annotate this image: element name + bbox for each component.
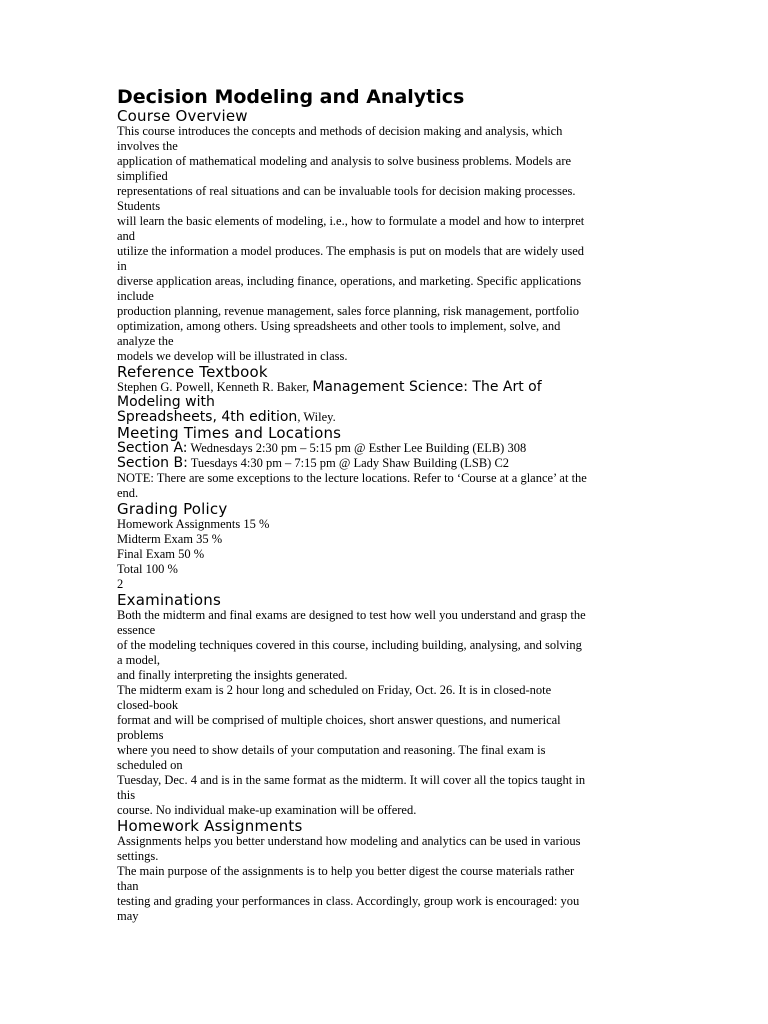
heading-grading-policy: Grading Policy: [117, 500, 228, 518]
text-line: application of mathematical modeling and analysis to solve business problems. Models are: [117, 154, 572, 168]
text-line: than: [117, 879, 139, 893]
section-b-label: Section B:: [117, 455, 188, 471]
text-line: this: [117, 788, 136, 802]
text-line: The midterm exam is 2 hour long and scheduled on Friday, Oct. 26. It is in closed-note: [117, 683, 552, 697]
text-line: problems: [117, 728, 164, 742]
citation-line: [117, 380, 653, 395]
citation-line: [117, 410, 653, 425]
note-line: end.: [117, 486, 139, 500]
heading-homework-assignments: Homework Assignments: [117, 817, 303, 835]
grading-item: Homework Assignments 15 %: [117, 517, 270, 531]
text-line: format and will be comprised of multiple choices, short answer questions, and numerical: [117, 713, 561, 727]
heading-examinations: Examinations: [117, 591, 221, 609]
text-line: testing and grading your performances in class. Accordingly, group work is encouraged: you: [117, 894, 580, 908]
text-line: may: [117, 909, 139, 923]
text-line: course. No individual make-up examination will be offered.: [117, 803, 417, 817]
section-b-schedule: Tuesdays 4:30 pm – 7:15 pm @ Lady Shaw Building (LSB) C2: [187, 456, 510, 470]
meeting-times-list: [117, 441, 653, 501]
text-line: a model,: [117, 653, 161, 667]
text-line: include: [117, 289, 154, 303]
reference-citation: [117, 380, 653, 425]
book-edition: Spreadsheets, 4th edition: [117, 409, 298, 425]
text-line: scheduled on: [117, 758, 183, 772]
text-line: in: [117, 259, 127, 273]
text-line: simplified: [117, 169, 168, 183]
note-line: NOTE: There are some exceptions to the lecture locations. Refer to ‘Course at a glance’ at the: [117, 471, 587, 485]
section-b-line: [117, 456, 653, 471]
examinations-paragraph: [117, 608, 653, 818]
homework-paragraph: [117, 834, 653, 924]
text-line: Students: [117, 199, 161, 213]
citation-publisher: , Wiley.: [297, 410, 336, 424]
heading-reference-textbook: Reference Textbook: [117, 363, 268, 381]
document-title: Decision Modeling and Analytics: [117, 86, 465, 108]
text-line: models we develop will be illustrated in class.: [117, 349, 348, 363]
text-line: essence: [117, 623, 156, 637]
heading-meeting-times: Meeting Times and Locations: [117, 424, 342, 442]
course-overview-paragraph: [117, 124, 653, 364]
text-line: production planning, revenue management, sales force planning, risk management, portfolio: [117, 304, 580, 318]
text-line: will learn the basic elements of modeling, i.e., how to formulate a model and how to interpret: [117, 214, 585, 228]
text-line: utilize the information a model produces. The emphasis is put on models that are widely used: [117, 244, 585, 258]
text-line: Assignments helps you better understand how modeling and analytics can be used in various: [117, 834, 581, 848]
text-line: of the modeling techniques covered in this course, including building, analysing, and solving: [117, 638, 582, 652]
text-line: Both the midterm and final exams are designed to test how well you understand and grasp the: [117, 608, 586, 622]
text-line: optimization, among others. Using spreadsheets and other tools to implement, solve, and: [117, 319, 561, 333]
grading-item: Total 100 %: [117, 562, 178, 576]
text-line: and finally interpreting the insights generated.: [117, 668, 348, 682]
book-title: Modeling with: [117, 394, 215, 410]
text-line: The main purpose of the assignments is to help you better digest the course materials rather: [117, 864, 575, 878]
grading-item: Final Exam 50 %: [117, 547, 205, 561]
text-line: diverse application areas, including finance, operations, and marketing. Specific applications: [117, 274, 582, 288]
text-line: settings.: [117, 849, 159, 863]
text-line: involves the: [117, 139, 178, 153]
text-line: representations of real situations and can be invaluable tools for decision making processes.: [117, 184, 576, 198]
text-line: where you need to show details of your computation and reasoning. The final exam is: [117, 743, 546, 757]
grading-list: [117, 517, 653, 592]
citation-line: [117, 395, 653, 410]
citation-authors: Stephen G. Powell, Kenneth R. Baker,: [117, 380, 313, 394]
heading-course-overview: Course Overview: [117, 107, 248, 125]
document-content: [117, 86, 653, 924]
section-a-label: Section A:: [117, 440, 188, 456]
text-line: analyze the: [117, 334, 174, 348]
section-a-line: [117, 441, 653, 456]
text-line: This course introduces the concepts and methods of decision making and analysis, which: [117, 124, 563, 138]
page-number: 2: [117, 577, 124, 591]
text-line: and: [117, 229, 136, 243]
book-title: Management Science: The Art of: [312, 379, 542, 395]
section-a-schedule: Wednesdays 2:30 pm – 5:15 pm @ Esther Lee Building (ELB) 308: [187, 441, 527, 455]
grading-item: Midterm Exam 35 %: [117, 532, 223, 546]
text-line: closed-book: [117, 698, 179, 712]
text-line: Tuesday, Dec. 4 and is in the same format as the midterm. It will cover all the topics taught in: [117, 773, 586, 787]
